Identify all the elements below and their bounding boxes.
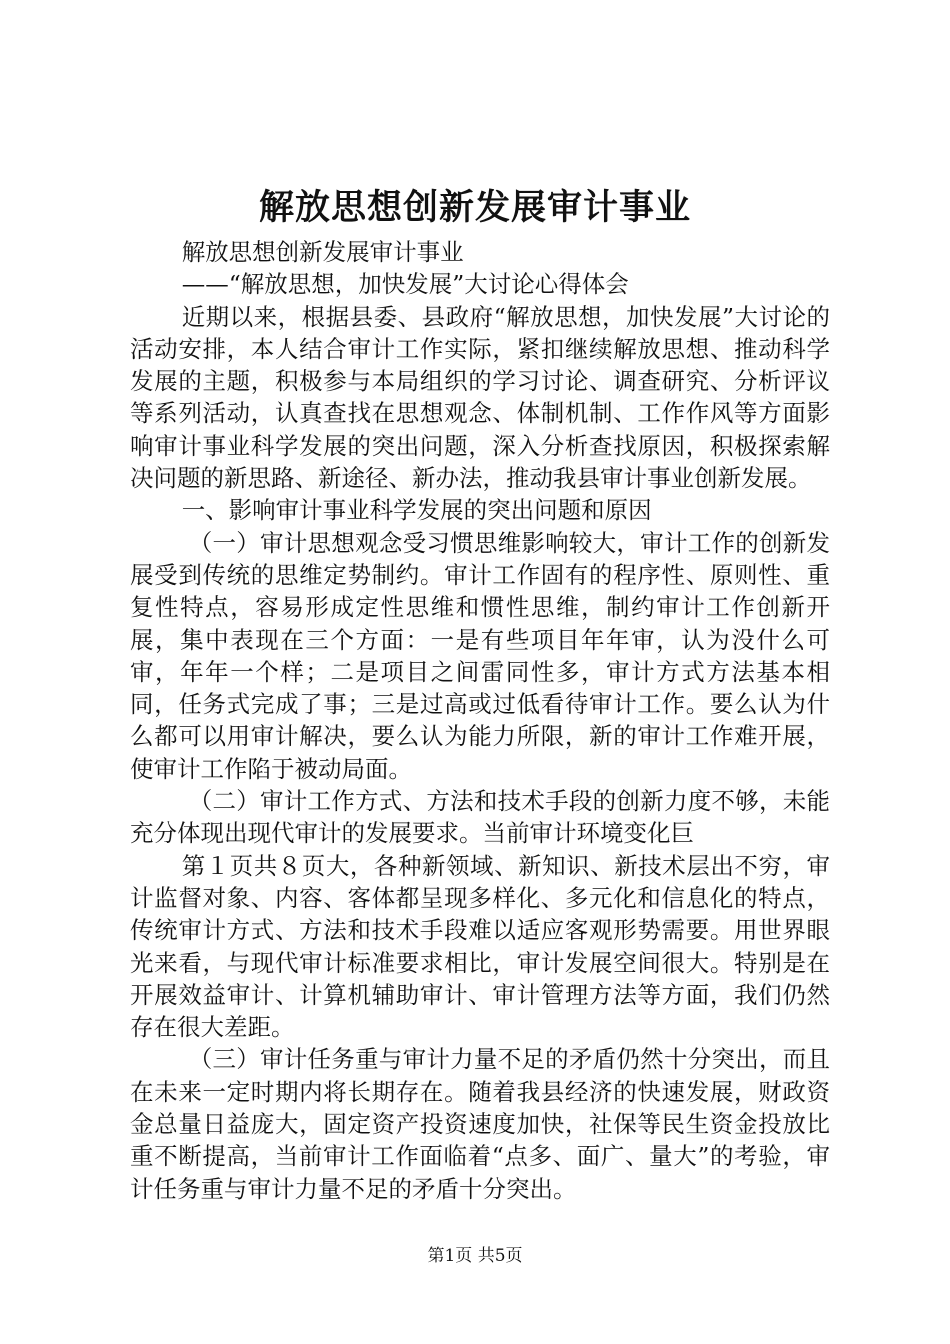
paragraph-item-2: （二）审计工作方式、方法和技术手段的创新力度不够，未能充分体现出现代审计的发展要求。当前审计环境变化巨 — [130, 787, 830, 848]
paragraph-continuation: 第１页共８页大，各种新领域、新知识、新技术层出不穷，审计监督对象、内容、客体都呈现多样化、多元化和信息化的特点，传统审计方式、方法和技术手段难以适应客观形势需要。用世界眼光来看，与现代审计标准要求相比，审计发展空间很大。特别是在开展效益审计、计算机辅助审计、审计管理方法等方面，我们仍然存在很大差距。 — [130, 851, 830, 1042]
page-indicator: 第1页 共5页 — [427, 1246, 523, 1266]
document-title: 解放思想创新发展审计事业 — [258, 187, 691, 228]
paragraph-intro: 近期以来，根据县委、县政府“解放思想，加快发展”大讨论的活动安排，本人结合审计工作实际，紧扣继续解放思想、推动科学发展的主题，积极参与本局组织的学习讨论、调查研究、分析评议等系列活动，认真查找在思想观念、体制机制、工作作风等方面影响审计事业科学发展的突出问题，深入分析查找原因，积极探索解决问题的新思路、新途径、新办法，推动我县审计事业创新发展。 — [130, 302, 830, 493]
document-body — [130, 236, 830, 1205]
paragraph-subheading: ——“解放思想，加快发展”大讨论心得体会 — [181, 270, 629, 299]
paragraph-item-1: （一）审计思想观念受习惯思维影响较大，审计工作的创新发展受到传统的思维定势制约。审计工作固有的程序性、原则性、重复性特点，容易形成定性思维和惯性思维，制约审计工作创新开展，集中表现在三个方面：一是有些项目年年审，认为没什么可审，年年一个样；二是项目之间雷同性多，审计方式方法基本相同，任务式完成了事；三是过高或过低看待审计工作。要么认为什么都可以用审计解决，要么认为能力所限，新的审计工作难开展，使审计工作陷于被动局面。 — [130, 528, 830, 783]
section-heading-1: 一、影响审计事业科学发展的突出问题和原因 — [181, 496, 652, 525]
paragraph-item-3: （三）审计任务重与审计力量不足的矛盾仍然十分突出，而且在未来一定时期内将长期存在。随着我县经济的快速发展，财政资金总量日益庞大，固定资产投资速度加快，社保等民生资金投放比重不断提高，当前审计工作面临着“点多、面广、量大”的考验，审计任务重与审计力量不足的矛盾十分突出。 — [130, 1045, 830, 1203]
paragraph-subtitle: 解放思想创新发展审计事业 — [181, 238, 464, 266]
